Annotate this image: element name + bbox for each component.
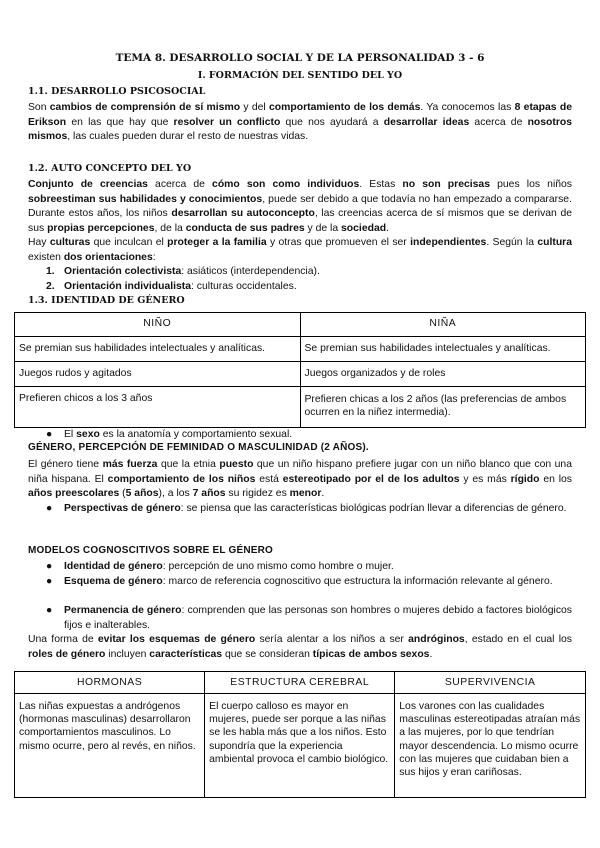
bullet-identidad: ● Identidad de género: percepción de uno mismo como hombre o mujer. <box>46 560 572 575</box>
paragraph-genero: El género tiene más fuerza que la etnia puesto que un niño hispano prefiere jugar con un niño blanco que con una niña hispana. El comportamiento de los niños está estereotipado por el de los adultos y es más rígido en los años preescolares (5 años), a los 7 años su rigidez es menor. <box>28 459 573 499</box>
paragraph-psicosocial: Son cambios de comprensión de sí mismo y del comportamiento de los demás. Ya conocemos las 8 etapas de Erikson en las que hay que resolver un conflicto que nos ayudará a desarrollar ideas acerca de nosotros mismos, las cuales pueden durar el resto de nuestras vidas. <box>28 102 573 142</box>
table-header: NIÑA <box>300 313 586 337</box>
list-item: 2. Orientación individualista: culturas occidentales. <box>46 280 297 292</box>
bullet-perspectivas: ● Perspectivas de género: se piensa que las características biológicas podrían llevar a diferencias de género. <box>46 502 572 517</box>
bullet-dot-icon: ● <box>46 503 53 514</box>
table-cell: Prefieren chicos a los 3 años <box>15 387 301 428</box>
heading-modelos-cognoscitivos: MODELOS COGNOSCITIVOS SOBRE EL GÉNERO <box>28 545 274 556</box>
bullet-dot-icon: ● <box>46 561 53 572</box>
heading-genero-percepcion: GÉNERO, PERCEPCIÓN DE FEMINIDAD O MASCULINIDAD (2 AÑOS). <box>28 442 369 453</box>
document-title: TEMA 8. DESARROLLO SOCIAL Y DE LA PERSONALIDAD 3 - 6 <box>115 52 485 64</box>
table-cell: Juegos organizados y de roles <box>300 362 586 387</box>
table-row <box>15 694 586 798</box>
paragraph-culturas: Hay culturas que inculcan el proteger a la familia y otras que promueven el ser independientes. Según la cultura existen dos orientaciones: <box>28 237 572 263</box>
list-item: 1. Orientación colectivista: asiáticos (interdependencia). <box>46 266 320 277</box>
table-header: SUPERVIVENCIA <box>395 672 586 694</box>
heading-auto-concepto: 1.2. AUTO CONCEPTO DEL YO <box>28 163 192 174</box>
table-row <box>15 362 586 387</box>
orientaciones-list <box>46 265 320 294</box>
table-cell: El cuerpo calloso es mayor en mujeres, puede ser porque a las niñas se les habla más que a los niños. Esto supondría que la experiencia ambiental provoca el cambio biológico. <box>205 694 395 798</box>
bullet-dot-icon: ● <box>46 429 53 440</box>
paragraph-auto-concepto: Conjunto de creencias acerca de cómo son como individuos. Estas no son precisas pues los niños sobreestiman sus habilidades y conocimientos, puede ser debido a que todavía no han empezado a compararse. Durante estos años, los niños desarrollan su autoconcepto, las creencias acerca de sí mismos que se derivan de sus propias percepciones, de la conducta de sus padres y de la sociedad. <box>28 179 573 234</box>
table-header: HORMONAS <box>15 672 205 694</box>
table-cell: Se premian sus habilidades intelectuales y analíticas. <box>300 337 586 362</box>
table-cell: Los varones con las cualidades masculinas estereotipadas atraían más a las mujeres, por lo que tendrían mayor descendencia. Lo mismo ocurre con las mujeres que cuidaban bien a sus hijos y eran cariñosas. <box>395 694 586 798</box>
table-cell: Las niñas expuestas a andrógenos (hormonas masculinas) desarrollaron comportamientos masculinos. Lo mismo ocurre, pero al revés, en niños. <box>15 694 205 798</box>
heading-desarrollo-psicosocial: 1.1. DESARROLLO PSICOSOCIAL <box>28 86 206 97</box>
table-row <box>15 337 586 362</box>
bullet-permanencia: ● Permanencia de género: comprenden que las personas son hombres o mujeres debido a factores biológicos fijos e inalterables. <box>46 605 572 631</box>
bullet-dot-icon: ● <box>46 605 53 616</box>
section-subtitle: I. FORMACIÓN DEL SENTIDO DEL YO <box>197 70 403 81</box>
table-cell: Se premian sus habilidades intelectuales y analíticas. <box>15 337 301 362</box>
table-header: ESTRUCTURA CEREBRAL <box>205 672 395 694</box>
hormonas-table <box>14 671 586 798</box>
paragraph-androginos: Una forma de evitar los esquemas de género sería alentar a los niños a ser andróginos, estado en el cual los roles de género incluyen características que se consideran típicas de ambos sexos. <box>28 634 572 660</box>
table-row <box>15 387 586 428</box>
nino-nina-table <box>14 312 586 428</box>
bullet-dot-icon: ● <box>46 576 53 587</box>
bullet-esquema: ● Esquema de género: marco de referencia cognoscitivo que estructura la información relevante al género. <box>46 575 572 590</box>
heading-identidad-genero: 1.3. IDENTIDAD DE GÉNERO <box>28 295 185 306</box>
table-header: NIÑO <box>15 313 301 337</box>
bullet-sexo: ● El sexo es la anatomía y comportamiento sexual. <box>46 428 572 443</box>
table-cell: Juegos rudos y agitados <box>15 362 301 387</box>
table-cell: Prefieren chicas a los 2 años (las preferencias de ambos ocurren en la niñez intermedia). <box>300 387 586 428</box>
